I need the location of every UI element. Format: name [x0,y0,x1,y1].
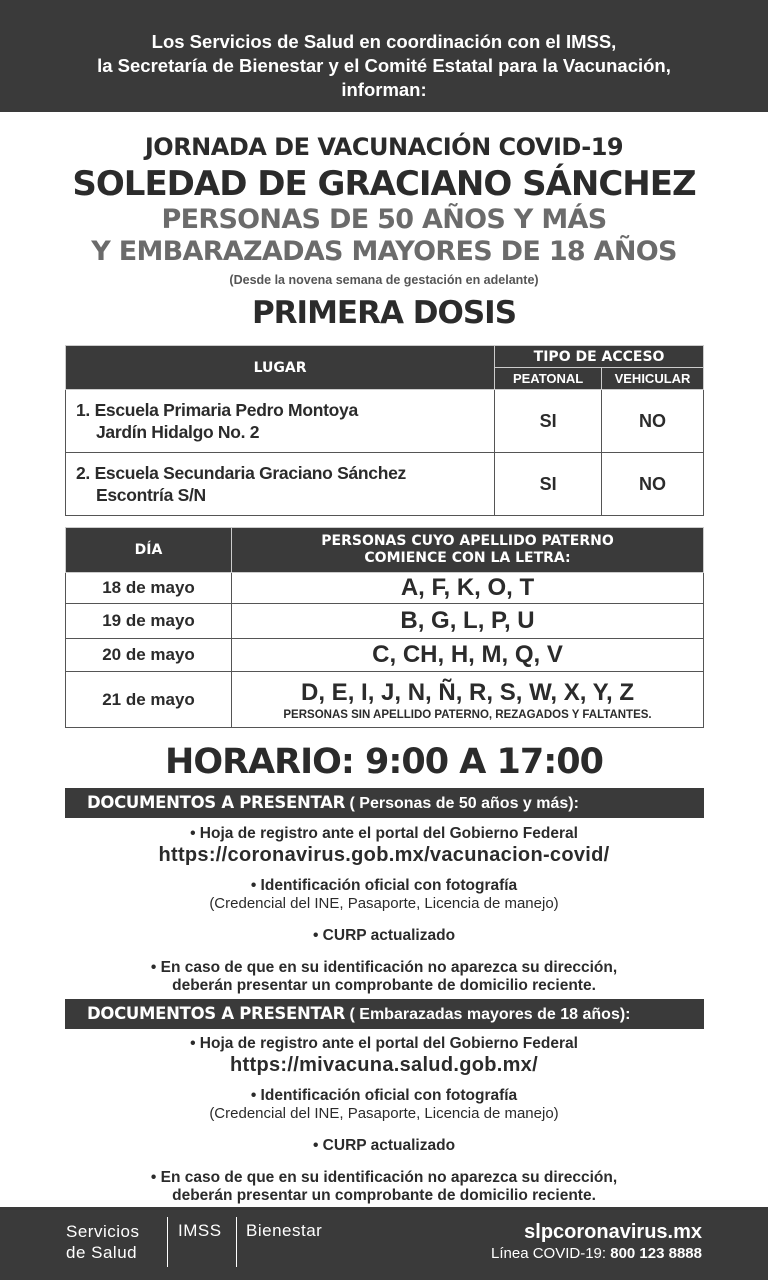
hotline-label: Línea COVID-19: [491,1245,607,1262]
place-name: Escuela Secundaria Graciano Sánchez [94,463,407,483]
place-number: 1. [76,400,90,420]
day-cell: 20 de mayo [66,639,232,672]
logo-divider [167,1217,168,1267]
letters-note: PERSONAS SIN APELLIDO PATERNO, REZAGADOS Y FALTANTES. [283,708,652,721]
address-line-2: deberán presentar un comprobante de domicilio reciente. [172,977,596,994]
id-item: • Identificación oficial con fotografía [250,1087,518,1104]
docs-preg-header-sub: ( Embarazadas mayores de 18 años): [349,1006,631,1023]
docs-preg-header [65,999,704,1029]
letters-cell: A, F, K, O, T [232,573,704,604]
col-letters-line-1: PERSONAS CUYO APELLIDO PATERNO [321,533,614,549]
col-day: DÍA [66,528,232,573]
vehicle-value: NO [602,390,704,453]
day-cell: 19 de mayo [66,604,232,639]
website: slpcoronavirus.mx [524,1221,702,1243]
place-address: Jardín Hidalgo No. 2 [96,422,260,442]
id-sub: (Credencial del INE, Pasaporte, Licencia de manejo) [209,1105,559,1122]
day-cell: 21 de mayo [66,672,232,728]
jornada-title: JORNADA DE VACUNACIÓN COVID-19 [144,133,624,161]
place-address: Escontría S/N [96,485,206,505]
group-title-2: Y EMBARAZADAS MAYORES DE 18 AÑOS [91,236,677,267]
gestation-note: (Desde la novena semana de gestación en adelante) [229,273,539,287]
col-vehicle: VEHICULAR [602,368,704,390]
footer [0,1207,768,1280]
registro-item: • Hoja de registro ante el portal del Gobierno Federal [190,825,578,842]
col-letters-line-2: COMIENCE CON LA LETRA: [364,550,571,566]
address-line-1: • En caso de que en su identificación no aparezca su dirección, [150,1169,618,1186]
table-row [66,639,704,672]
col-place: LUGAR [66,346,495,390]
days-table [65,527,704,728]
id-sub: (Credencial del INE, Pasaporte, Licencia de manejo) [209,895,559,912]
place-name: Escuela Primaria Pedro Montoya [94,400,358,420]
docs-50-header-sub: ( Personas de 50 años y más): [349,795,579,812]
col-access: TIPO DE ACCESO [495,346,704,368]
letters-value: D, E, I, J, N, Ñ, R, S, W, X, Y, Z [301,678,634,706]
imss-logo: IMSS [178,1221,222,1240]
walk-value: SI [495,453,602,516]
docs-50-header [65,788,704,818]
table-row [66,573,704,604]
day-cell: 18 de mayo [66,573,232,604]
address-line-1: • En caso de que en su identificación no aparezca su dirección, [150,959,618,976]
place-cell [66,453,495,516]
walk-value: SI [495,390,602,453]
letters-cell: B, G, L, P, U [232,604,704,639]
vehicle-value: NO [602,453,704,516]
letters-cell [232,672,704,728]
group-title-1: PERSONAS DE 50 AÑOS Y MÁS [161,204,607,235]
bienestar-logo: Bienestar [246,1221,323,1240]
top-banner [0,0,768,112]
ss-line-1: Servicios [66,1222,140,1241]
title-block [0,130,768,333]
banner-line-3: informan: [341,79,427,100]
address-line-2: deberán presentar un comprobante de domicilio reciente. [172,1187,596,1204]
registro-item: • Hoja de registro ante el portal del Gobierno Federal [190,1035,578,1052]
banner-line-1: Los Servicios de Salud en coordinación con el IMSS, [151,31,617,52]
logo-divider [236,1217,237,1267]
servicios-de-salud-logo [66,1221,139,1263]
place-cell [66,390,495,453]
hotline-number: 800 123 8888 [610,1245,702,1262]
places-table [65,345,704,516]
ss-line-2: de Salud [66,1243,138,1262]
hotline [491,1245,702,1262]
location-title: SOLEDAD DE GRACIANO SÁNCHEZ [72,164,696,204]
docs-50-header-title: DOCUMENTOS A PRESENTAR [87,793,346,812]
docs-preg-header-title: DOCUMENTOS A PRESENTAR [87,1004,346,1023]
docs-preg-list [0,1035,768,1205]
table-row [66,672,704,728]
registro-url: https://coronavirus.gob.mx/vacunacion-covid/ [158,844,610,866]
table-row [66,604,704,639]
curp-item: • CURP actualizado [312,927,456,944]
docs-50-list [0,825,768,995]
col-letters [232,528,704,573]
registro-url: https://mivacuna.salud.gob.mx/ [230,1054,538,1076]
table-row [66,390,704,453]
banner-line-2: la Secretaría de Bienestar y el Comité Estatal para la Vacunación, [97,55,671,76]
schedule: HORARIO: 9:00 A 17:00 [165,742,603,782]
id-item: • Identificación oficial con fotografía [250,877,518,894]
curp-item: • CURP actualizado [312,1137,456,1154]
place-number: 2. [76,463,90,483]
col-walk: PEATONAL [495,368,602,390]
table-row [66,453,704,516]
dose-title: PRIMERA DOSIS [251,295,517,331]
letters-cell: C, CH, H, M, Q, V [232,639,704,672]
